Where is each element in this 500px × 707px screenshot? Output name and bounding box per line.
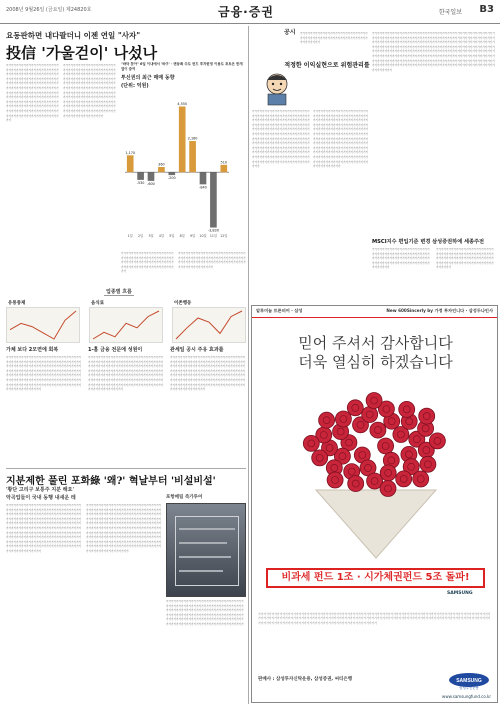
ad-top-right: New 600Sincerly by 가정 투자인니다 · 삼성두나인사: [386, 308, 493, 313]
rose: [335, 411, 351, 427]
rose: [366, 393, 382, 409]
bar: [168, 172, 175, 175]
page-number: B3: [479, 4, 494, 15]
mini-line-chart: [89, 307, 163, 343]
company-name: 삼성투신운용: [459, 686, 479, 690]
ad-rule: [252, 317, 498, 318]
notice-text-a: 가가가가가가가가가가가가가가가가가가가가가가가가가가가가가가가가가가가가가가가가가가가가가가가가가가가가가가가가가가가가가가: [300, 32, 368, 45]
ad-line-1: 믿어 주셔서 감사합니다: [298, 334, 453, 352]
data-label: 4,550: [177, 102, 188, 106]
photo-frame: [175, 516, 239, 586]
rose: [378, 438, 394, 454]
rose: [396, 471, 412, 487]
bar: [220, 165, 227, 172]
body-text-col-3b: 가가가가가가가가가가가가가가가가가가가가가가가가가가가가가가가가가가가가가가가가가가가가가가가가가가가가가가가가가가가가가가가가가가가가가가가가가가가가가가가가가가가가가가가가가가가가가가가: [178, 252, 246, 269]
body-text-col-2: 가가가가가가가가가가가가가가가가가가가가가가가가가가가가가가가가가가가가가가가가가가가가가가가가가가가가가가가가가가가가가가가가가가가가가가가가가가가가가가가가가가가가가가가가가가가가가가가가가가가가가가가가가가가가가가가가가가가가가가가가가가가가가가가가가가가가가가가가가가가가가가가가가가가가가가가가가가가가가가가가가가가가가가가가가가가가가가가가가가가가가가가가가가가가가가가가가가가가가가가가가가가가가가가가가가가가가가가가가가가가가가가가가가가가가가가가가가가가가가가가가가가가가가가: [63, 64, 116, 118]
svg-text:SAMSUNG: SAMSUNG: [456, 678, 482, 684]
section-title: 금융·증권: [218, 5, 274, 19]
column-divider: [248, 26, 249, 704]
mini-frame: [90, 308, 163, 343]
data-label: 2,160: [187, 136, 198, 141]
lead-teaser: "바닥 찾아" 6일 이내에서 '바구' · 변동폭 주도 펀드 투자한정 이용도 포트은 반개 얼이 증여: [121, 62, 243, 71]
columnist-cartoon: [257, 70, 297, 106]
photo-caption: 포항매립 즉가투어: [166, 495, 203, 500]
mini-chart-label: 음식료: [91, 301, 105, 306]
paper-name: 한국일보: [438, 9, 462, 16]
tick-label: 11일: [209, 234, 217, 238]
ad-website[interactable]: www.samsungfund.co.kr: [442, 694, 491, 699]
subhead-c: 관세일 공시 주유 효과를: [170, 347, 224, 353]
rose: [370, 422, 386, 438]
rose: [413, 471, 429, 487]
ad-line-2: 더욱 열심히 하겠습니다: [298, 353, 453, 371]
body-text-row3-b: 가가가가가가가가가가가가가가가가가가가가가가가가가가가가가가가가가가가가가가가가가가가가가가가가가가가가가가가가가가가가가가가가가가가가가가가가가가가가가가가가가가가가가가가가가가가가가가가가가가가가가가가가가가가가가가가가가가가가가가가가가가가가가가가가가가가가가가가가가가가가가가가가가가가가가가가가가가가가가가가가가가가가가가가가가가가가가가가가가가가가가가가가가가가가가가가가가가가가가가가가가가가가가가가가가가가가가가가가가가가가가가가가: [88, 356, 164, 392]
rose-bouquet-image: [276, 380, 476, 560]
rose: [399, 401, 415, 417]
rose: [362, 407, 378, 423]
rose: [319, 412, 335, 428]
ad-distributors: 판매사 : 삼성투자신탁운용, 삼성증권, 씨티은행: [258, 677, 353, 682]
article-photo: [166, 503, 246, 597]
column-title: 공시: [284, 29, 296, 36]
data-label: -840: [199, 185, 207, 190]
tick-label: 4일: [158, 234, 164, 238]
rose: [303, 435, 319, 451]
lead-kicker: 요동판하면 내다팔더니 이젠 연일 "사자": [6, 31, 141, 40]
body-text-bottom-a: 가가가가가가가가가가가가가가가가가가가가가가가가가가가가가가가가가가가가가가가가가가가가가가가가가가가가가가가가가가가가가가가가가가가가가가가가가가가가가가가가가가가가가가가가가가가가가가가가가가가가가가가가가가가가가가가가가가가가가가가가가가가가가가가가가가가가가가가가가가가가가가가가가가가가가가가가가가가가가가가가가가가가가가가가가가가가가가가가가가가가가가가가가가가가가가가가가가가가가가가가가가가가가가가가가가가가가가가가가가가가가가가가가가가가가가가가가가가가가가가가가가가가가가가가가가가가가가가가가가가가가가가가가가가가가가가가가가가가가가가가가가가가가가가가가가가가가가가가가가가가가가가가가가가가가가가가가가: [6, 504, 82, 553]
ad-fund-banner: 비과세 펀드 1조 · 시가체권펀드 5조 돌파!: [266, 568, 485, 588]
mini-line-chart: [6, 307, 80, 343]
body-text-bottom-b: 가가가가가가가가가가가가가가가가가가가가가가가가가가가가가가가가가가가가가가가가가가가가가가가가가가가가가가가가가가가가가가가가가가가가가가가가가가가가가가가가가가가가가가가가가가가가가가가가가가가가가가가가가가가가가가가가가가가가가가가가가가가가가가가가가가가가가가가가가가가가가가가가가가가가가가가가가가가가가가가가가가가가가가가가가가가가가가가가가가가가가가가가가가가가가가가가가가가가가가가가가가가가가가가가가가가가가가가가가가가가가가가가가가가가가가가가가가가가가가가가가가가가가가가가가가가가가가가가가가가가가가가가가가가가가가가가가가가가가가가가가가가가가가가가가가가가가가가가가가가가가가가가가가가가가가가가가가가가가: [86, 504, 162, 553]
mini-chart-2: [89, 300, 163, 344]
msci-text-b: 가가가가가가가가가가가가가가가가가가가가가가가가가가가가가가가가가가가가가가가가가가가가가가가가가가가가가가가가가가가가가가가가가가가가가가가가가가가가가가가가가가가가가가가가가가가가가가가가가가: [436, 248, 494, 270]
body-text-bottom-c: 가가가가가가가가가가가가가가가가가가가가가가가가가가가가가가가가가가가가가가가가가가가가가가가가가가가가가가가가가가가가가가가가가가가가가가가가가가가가가가가가가가가가가가가가가가가가가가가가가가가가가가가가가가가가가가가가가가가가가가가가가가가가가가가가가가가가가가가가가가가가가가가가가가가가가가가가가가가가가가가가가가가가가가가가가가가가가가가가가가가가가가가가가가: [166, 600, 244, 626]
ad-fine-print: 가가가가가가가가가가가가가가가가가가가가가가가가가가가가가가가가가가가가가가가가가가가가가가가가가가가가가가가가가가가가가가가가가가가가가가가가가가가가가가가가가가가가가가가가가가가가가가가가가가가가가가가가가가가가가가가가가가가가가가가가가가가가가가가가가가가가가가가가가가가가가가가가가가가가가가가가가가가가가가가가가가가가가가가가가가가가가가가가가가가가가가가가가가가가가가가가가가가가가가가가가가가가가가가가가가가가가가가가: [258, 612, 491, 625]
rose: [429, 433, 445, 449]
issue-date: 2008년 9월26일 (금요일) 제24820호: [6, 7, 92, 13]
samsung-wordmark: SAMSUNG: [447, 591, 473, 596]
msci-text-a: 가가가가가가가가가가가가가가가가가가가가가가가가가가가가가가가가가가가가가가가가가가가가가가가가가가가가가가가가가가가가가가가가가가가가가가가가가가가가가가가가가가가가가가가가가가가가가가가가가가가: [372, 248, 430, 270]
body-text-col-1: 가가가가가가가가가가가가가가가가가가가가가가가가가가가가가가가가가가가가가가가가가가가가가가가가가가가가가가가가가가가가가가가가가가가가가가가가가가가가가가가가가가가가가가가가가가가가가가가가가가가가가가가가가가가가가가가가가가가가가가가가가가가가가가가가가가가가가가가가가가가가가가가가가가가가가가가가가가가가가가가가가가가가가가가가가가가가가가가가가가가가가가가가가가가가가가가가가가가가가가가가가가가가가가가가가가가가가가가가가가가가가가가가가가가가가가가가가가가가가가가가가가가가가가가가가가가가가가: [6, 64, 59, 123]
bottom-headline: 지분제한 풀린 포화綠 '왜?' 혁날부터 '비설비설': [6, 476, 216, 487]
bar: [189, 141, 196, 172]
mini-frame: [173, 308, 246, 343]
bar: [158, 167, 165, 172]
bar: [200, 172, 207, 184]
rose: [348, 476, 364, 492]
ad-top-left: 알루미늄 트론터어 · 삼성: [256, 308, 303, 313]
data-label: -600: [147, 181, 155, 186]
photo-stripe: [179, 528, 235, 530]
body-text-col-3a: 가가가가가가가가가가가가가가가가가가가가가가가가가가가가가가가가가가가가가가가가가가가가가가가가가가가가가가가가가가가가가가가가가가가가가가가가가가가가가가가가가가가가가가: [121, 252, 174, 274]
bouquet-wrap: [316, 490, 436, 558]
tick-label: 5일: [169, 234, 175, 238]
samsung-fund-ad[interactable]: [251, 305, 498, 703]
body-text-row3-a: 가가가가가가가가가가가가가가가가가가가가가가가가가가가가가가가가가가가가가가가가가가가가가가가가가가가가가가가가가가가가가가가가가가가가가가가가가가가가가가가가가가가가가가가가가가가가가가가가가가가가가가가가가가가가가가가가가가가가가가가가가가가가가가가가가가가가가가가가가가가가가가가가가가가가가가가가가가가가가가가가가가가가가가가가가가가가가가가가가가가가가가가가가가가가가가가가가가가가가가가가가가가가가가가가가가가가가가가가가가가가가가가가: [6, 356, 82, 392]
tick-label: 12일: [220, 234, 228, 238]
data-label: 360: [158, 162, 165, 167]
rose: [347, 400, 363, 416]
rose: [327, 472, 343, 488]
opinion-text-a: 가가가가가가가가가가가가가가가가가가가가가가가가가가가가가가가가가가가가가가가가가가가가가가가가가가가가가가가가가가가가가가가가가가가가가가가가가가가가가가가가가가가가가가가가가가가가가가가가가가가가가가가가가가가가가가가가가가가가가가가가가가가가가가가가가가가가가가가가가가가가가가가가가가가가가가가가가가가가가가가가가가가가가가가가가가가가가가가가가가가가가가가가가가가가가가가가가가가가가가가가가가가가가가가가가가가가가가가가가가가가가가가가가가가가가가가가가가가가가가가가가가가가가가가가가가가가가가가가가가가가가가가가가가가가가가가가가가가가가가가: [252, 110, 310, 169]
bar-chart-svg: [121, 90, 233, 245]
notice-text-b: 가가가가가가가가가가가가가가가가가가가가가가가가가가가가가가가가가가가가가가가가가가가가가가가가가가가가가가가가가가가가가가가가가가가가가가가가가가가가가가가가가가가가가가가가가가가가가가가가가가가가가가가가가가가가가가가가가가가가가가가가가가가가가가가가가가가가가가가가가가가가가가가가가가가가가가가가가가가가가가가가가가가가가가가가가가가가가가가가가가가가가가가가가가가가가가가가가가가가가가가가가가가가가가가가가가가가가가가가가가가가가가가가가가가가가가가가가가가가가가가가가가가가가가가가가가가가가가가가가가가가가가가가가가가가가가가가가가가가가가가가가가가가가가가가가가가가가가가가가가가가가가가가가가가가가가가가가가가가가가가가가가가가가가가가가가가가가가가가가가가가가가가가가가가가가가가가가가가가가가가가가가가가가가가가가가가가가가가가가가가가가가가가가가가가가가가가가가가가가가가가: [372, 32, 495, 72]
bar: [210, 172, 217, 227]
rose: [312, 450, 328, 466]
data-label: -530: [136, 180, 145, 185]
tick-label: 1일: [127, 234, 133, 238]
photo-stripe: [179, 556, 231, 558]
tick-label: 9일: [190, 234, 196, 238]
msci-headline: MSCI지수 편입기준 변경 삼성증권하에 세종주전: [372, 239, 485, 245]
bar: [179, 107, 186, 173]
bottom-subhead-2: 악곡업들이 국내 동행 내새운 테: [6, 495, 76, 501]
lead-headline: 投信 '가울걷이' 나섰나: [6, 44, 158, 62]
chart-title: 투신권의 최근 매매 동향: [121, 75, 175, 81]
data-label: 1,170: [125, 150, 136, 155]
photo-stripe: [179, 570, 223, 572]
tick-label: 2일: [138, 234, 144, 238]
rose: [419, 408, 435, 424]
mini-line-chart: [172, 307, 246, 343]
tick-label: 8일: [179, 234, 185, 238]
photo-stripe: [179, 542, 227, 544]
subhead-a: 가체 보다 2모면에 회복: [6, 347, 59, 353]
rose: [380, 481, 396, 497]
bar: [148, 172, 155, 181]
bottom-subhead-1: '황단 고리구 보통주 지분 해요': [6, 487, 74, 493]
opinion-headline: 적정한 이익실현으로 위험관리를: [284, 62, 370, 69]
page-header: [0, 0, 500, 24]
opinion-text-b: 가가가가가가가가가가가가가가가가가가가가가가가가가가가가가가가가가가가가가가가가가가가가가가가가가가가가가가가가가가가가가가가가가가가가가가가가가가가가가가가가가가가가가가가가가가가가가가가가가가가가가가가가가가가가가가가가가가가가가가가가가가가가가가가가가가가가가가가가가가가가가가가가가가가가가가가가가가가가가가가가가가가가가가가가가가가가가가가가가가가가가가가가가가가가가가가가가가가가가가가가가가가가가가가가가가가가가가가가가가가가가가가가가가가가가가가가가가가가가가가가가가가가가가가가가가가가가가가가가가가가가가가가가가가가가가가가가가가: [313, 110, 369, 169]
body-text-row3-c: 가가가가가가가가가가가가가가가가가가가가가가가가가가가가가가가가가가가가가가가가가가가가가가가가가가가가가가가가가가가가가가가가가가가가가가가가가가가가가가가가가가가가가가가가가가가가가가가가가가가가가가가가가가가가가가가가가가가가가가가가가가가가가가가가가가가가가가가가가가가가가가가가가가가가가가가가가가가가가가가가가가가가가가가가가가가가가가가가가가가가가가가가가가가가가가가가가가가가가가가가가가가가가가가가가가가가가가가가가가가가가가가가: [170, 356, 246, 392]
rose: [420, 456, 436, 472]
tick-label: 3일: [148, 234, 154, 238]
bar: [137, 172, 144, 180]
data-label: -3,830: [207, 228, 219, 233]
subhead-b: 1-홈 금융 전문에 성원이: [88, 347, 143, 353]
mini-chart-3: [172, 300, 246, 344]
sector-mini-charts: [6, 288, 246, 344]
tick-label: 10일: [199, 234, 207, 238]
samsung-logo-icon: [447, 672, 491, 690]
mini-chart-label: 유통통제: [8, 301, 26, 306]
trading-trend-chart: [121, 74, 233, 248]
mini-chart-1: [6, 300, 80, 344]
data-label: -200: [167, 176, 176, 181]
mini-chart-label: 이존행동: [174, 301, 192, 306]
chart-unit: (단위: 억원): [121, 83, 149, 89]
mini-charts-title: 업종별 흐름: [106, 289, 132, 295]
bar: [127, 155, 134, 172]
data-label: 510: [220, 160, 228, 165]
divider: [6, 468, 246, 469]
